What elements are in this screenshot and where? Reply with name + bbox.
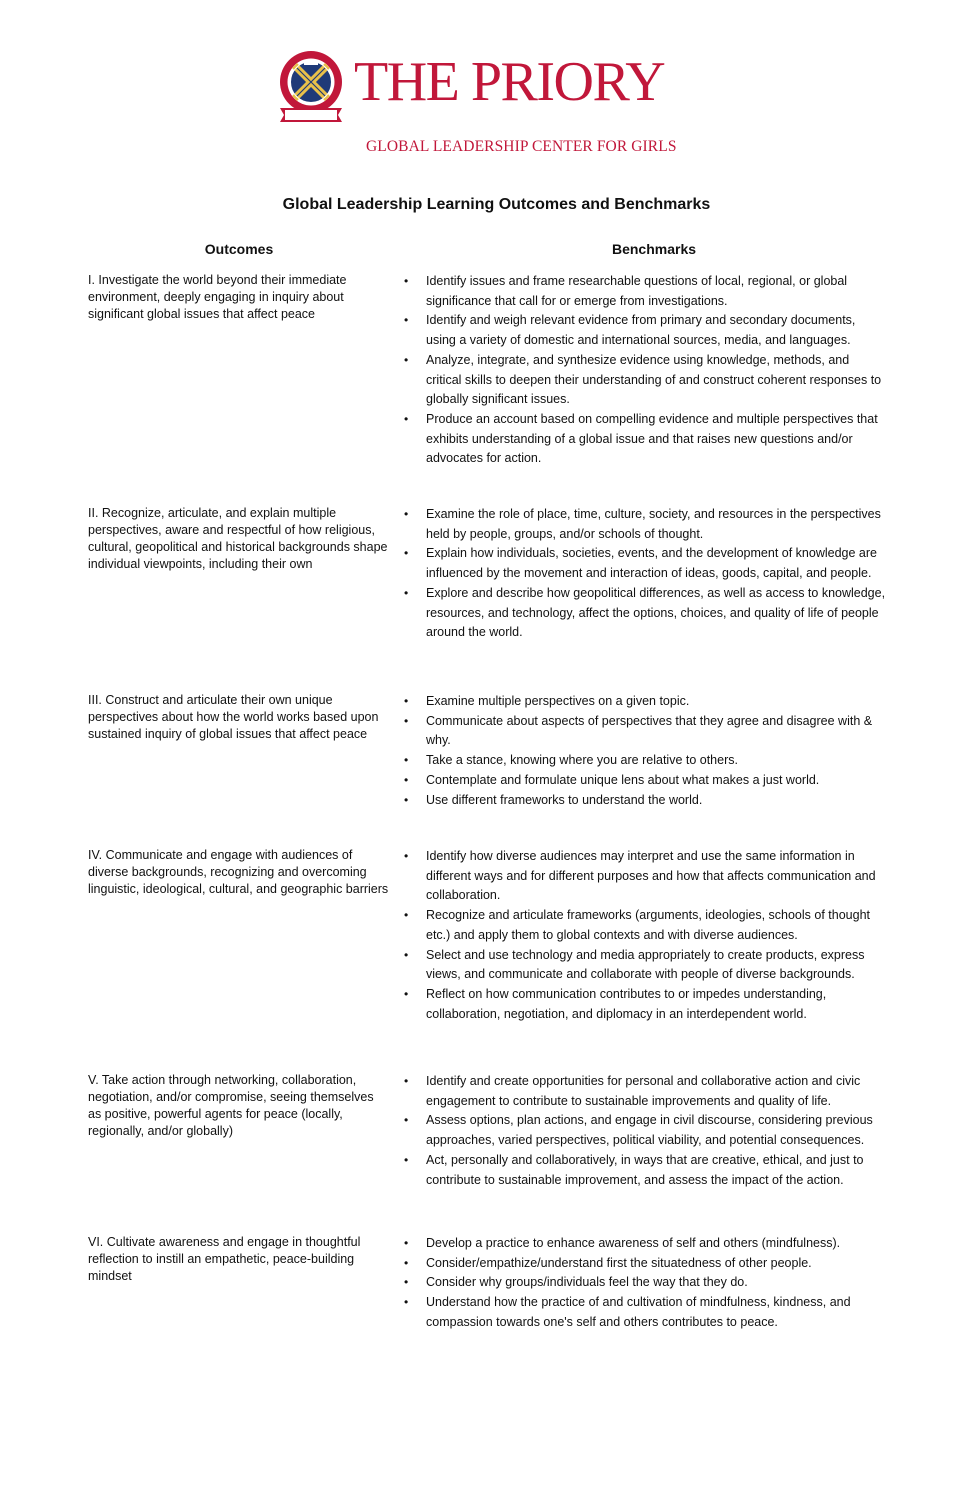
benchmark-text: Consider why groups/individuals feel the way that they do. [426, 1275, 748, 1290]
bullet-icon: • [404, 713, 409, 728]
outcome-text: VI. Cultivate awareness and engage in thoughtful reflection to instill an empathetic, peace-building mindset [88, 1235, 361, 1283]
benchmark-item [404, 985, 888, 1024]
benchmark-list [404, 1072, 888, 1190]
bullet-icon: • [404, 1295, 409, 1310]
benchmark-text: Recognize and articulate frameworks (arguments, ideologies, schools of thought etc.) and apply them to global contexts and with diverse audiences. [426, 908, 870, 942]
benchmark-item [404, 1234, 888, 1254]
benchmark-item [404, 1273, 888, 1293]
benchmark-item [404, 1111, 888, 1150]
bullet-icon: • [404, 908, 409, 923]
benchmark-item [404, 946, 888, 985]
benchmark-text: Take a stance, knowing where you are relative to others. [426, 753, 738, 768]
benchmark-item [404, 544, 888, 583]
outcome-text: III. Construct and articulate their own unique perspectives about how the world works based upon sustained inquiry of global issues that affect peace [88, 693, 379, 741]
benchmark-list [404, 847, 888, 1024]
bullet-icon: • [404, 352, 409, 367]
bullet-icon: • [404, 1152, 409, 1167]
benchmark-list [404, 272, 888, 469]
benchmark-text: Analyze, integrate, and synthesize evidence using knowledge, methods, and critical skills to deepen their understanding of and construct coherent responses to globally significant issues. [426, 352, 882, 407]
benchmark-text: Consider/empathize/understand first the situatedness of other people. [426, 1255, 812, 1270]
bullet-icon: • [404, 753, 409, 768]
benchmark-item [404, 847, 888, 906]
benchmark-text: Examine the role of place, time, culture, society, and resources in the perspectives held by people, groups, and/or schools of thought. [426, 507, 881, 541]
benchmark-item [404, 1293, 888, 1332]
benchmark-text: Assess options, plan actions, and engage in civil discourse, considering previous approaches, varied perspectives, political viability, and potential consequences. [426, 1113, 873, 1148]
outcome-text: IV. Communicate and engage with audiences of diverse backgrounds, recognizing and overcoming linguistic, ideological, cultural, and geographic barriers [88, 848, 389, 896]
benchmark-item [404, 1151, 888, 1190]
benchmark-item [404, 272, 888, 311]
priory-header [268, 44, 702, 166]
benchmarks-column-header: Benchmarks [611, 241, 697, 257]
benchmark-text: Identify how diverse audiences may interpret and use the same information in different ways and for different purposes and how that affects communication and collaboration. [426, 849, 876, 903]
bullet-icon: • [404, 1236, 409, 1250]
benchmark-text: Select and use technology and media appropriately to create products, express views, and communicate and collaborate with people of diverse backgrounds. [426, 947, 865, 982]
benchmark-text: Use different frameworks to understand the world. [426, 792, 703, 807]
benchmark-text: Reflect on how communication contributes to or impedes understanding, collaboration, negotiation, and diplomacy in an interdependent world. [426, 986, 827, 1021]
bullet-icon: • [404, 694, 409, 708]
benchmark-text: Explore and describe how geopolitical differences, as well as access to knowledge, resources, and technology, affect the options, choices, and quality of life of people around the world. [426, 585, 886, 640]
benchmark-text: Contemplate and formulate unique lens about what makes a just world. [426, 772, 820, 787]
benchmark-item [404, 410, 888, 469]
benchmark-item [404, 1072, 888, 1111]
bullet-icon: • [404, 274, 409, 288]
outcome-text: V. Take action through networking, collaboration, negotiation, and/or compromise, seeing themselves as positive, powerful agents for peace (locally, regionally, and/or globally) [88, 1073, 374, 1138]
bullet-icon: • [404, 411, 409, 426]
benchmark-item [404, 751, 888, 771]
benchmark-item [404, 692, 888, 712]
bullet-icon: • [404, 1275, 409, 1290]
outcomes-column-header: Outcomes [204, 241, 274, 257]
benchmark-item [404, 311, 888, 350]
benchmark-item [404, 505, 888, 544]
benchmark-item [404, 906, 888, 945]
brand-subtitle: GLOBAL LEADERSHIP CENTER FOR GIRLS [366, 138, 677, 155]
benchmark-list [404, 505, 888, 643]
bullet-icon: • [404, 1113, 409, 1128]
bullet-icon: • [404, 792, 409, 807]
benchmark-text: Identify and create opportunities for personal and collaborative action and civic engagement to contribute to sustainable improvements and quality of life. [426, 1074, 861, 1108]
bullet-icon: • [404, 546, 409, 561]
benchmark-text: Understand how the practice of and cultivation of mindfulness, kindness, and compassion towards one's self and others contributes to peace. [426, 1295, 851, 1329]
bullet-icon: • [404, 585, 409, 600]
bullet-icon: • [404, 1255, 409, 1270]
benchmark-text: Produce an account based on compelling evidence and multiple perspectives that exhibits understanding of a global issue and that raises new questions and/or advocates for action. [426, 411, 878, 466]
document-title: Global Leadership Learning Outcomes and Benchmarks [282, 196, 711, 213]
benchmark-item [404, 1254, 888, 1274]
brand-name: THE PRIORY [354, 51, 665, 113]
benchmark-item [404, 791, 888, 811]
school-seal-icon [276, 50, 346, 126]
benchmark-text: Communicate about aspects of perspectives that they agree and disagree with & why. [426, 713, 873, 748]
benchmark-text: Act, personally and collaboratively, in ways that are creative, ethical, and just to contribute to sustainable improvement, and assess the impact of the action. [426, 1152, 864, 1187]
benchmark-item [404, 771, 888, 791]
benchmark-text: Examine multiple perspectives on a given topic. [426, 694, 690, 708]
benchmark-item [404, 584, 888, 643]
bullet-icon: • [404, 507, 409, 521]
benchmark-list [404, 692, 888, 810]
bullet-icon: • [404, 772, 409, 787]
benchmark-text: Explain how individuals, societies, events, and the development of knowledge are influenced by the movement and interaction of ideas, goods, capital, and people. [426, 546, 877, 581]
benchmark-text: Identify and weigh relevant evidence from primary and secondary documents, using a variety of domestic and international sources, media, and languages. [426, 313, 856, 348]
bullet-icon: • [404, 1074, 409, 1088]
benchmark-item [404, 712, 888, 751]
bullet-icon: • [404, 986, 409, 1001]
benchmark-text: Develop a practice to enhance awareness of self and others (mindfulness). [426, 1236, 841, 1250]
benchmark-text: Identify issues and frame researchable questions of local, regional, or global significance that call for or emerge from investigations. [426, 274, 848, 308]
benchmark-item [404, 351, 888, 410]
bullet-icon: • [404, 947, 409, 962]
outcome-text: II. Recognize, articulate, and explain multiple perspectives, aware and respectful of how religious, cultural, geopolitical and historical backgrounds shape individual viewpoints, including their own [88, 506, 388, 571]
bullet-icon: • [404, 313, 409, 328]
benchmark-list [404, 1234, 888, 1333]
bullet-icon: • [404, 849, 409, 863]
outcome-text: I. Investigate the world beyond their immediate environment, deeply engaging in inquiry about significant global issues that affect peace [88, 273, 347, 321]
